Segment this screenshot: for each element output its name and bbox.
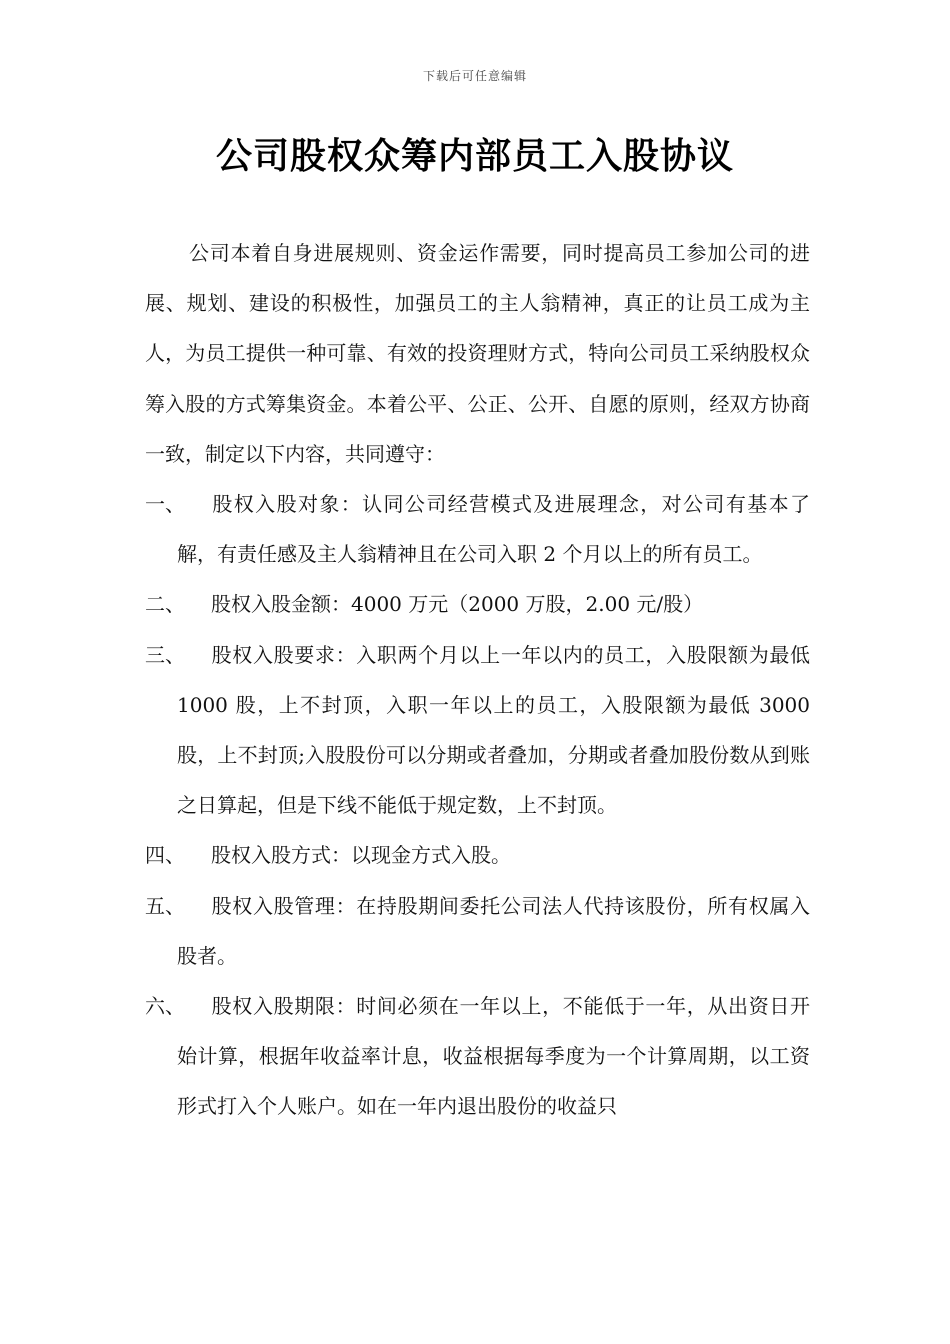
clause-4 xyxy=(145,830,810,880)
document-body xyxy=(145,228,810,1132)
clause-number: 四、 xyxy=(145,843,185,868)
clause-number: 二、 xyxy=(145,592,185,617)
clause-text: 股权入股要求：入职两个月以上一年以内的员工，入股限额为最低 1000 股，上不封顶，入职一年以上的员工，入股限额为最低 3000 股，上不封顶;入股股份可以分期或者叠加，分期或者叠加股份数从到账之日算起，但是下线不能低于规定数，上不封顶。 xyxy=(177,642,810,818)
clause-2 xyxy=(145,579,810,629)
header-note: 下载后可任意编辑 xyxy=(422,69,527,83)
intro-paragraph: 公司本着自身进展规则、资金运作需要，同时提高员工参加公司的进展、规划、建设的积极性，加强员工的主人翁精神，真正的让员工成为主人，为员工提供一种可靠、有效的投资理财方式，特向公司员工采纳股权众筹入股的方式筹集资金。本着公平、公正、公开、自愿的原则，经双方协商一致，制定以下内容，共同遵守： xyxy=(145,241,810,466)
clause-number: 六、 xyxy=(145,994,185,1019)
clause-text: 股权入股对象：认同公司经营模式及进展理念，对公司有基本了解，有责任感及主人翁精神且在公司入职 2 个月以上的所有员工。 xyxy=(177,492,810,567)
clause-text: 股权入股期限：时间必须在一年以上，不能低于一年，从出资日开始计算，根据年收益率计息，收益根据每季度为一个计算周期，以工资形式打入个人账户。如在一年内退出股份的收益只 xyxy=(177,994,810,1119)
clause-number: 五、 xyxy=(145,893,185,918)
clause-1 xyxy=(145,479,810,579)
clause-3 xyxy=(145,630,810,831)
clause-number: 三、 xyxy=(145,642,185,667)
clause-text: 股权入股管理：在持股期间委托公司法人代持该股份，所有权属入股者。 xyxy=(177,893,810,968)
clause-5 xyxy=(145,881,810,981)
clause-6 xyxy=(145,981,810,1132)
clause-number: 一、 xyxy=(145,492,185,517)
document-title: 公司股权众筹内部员工入股协议 xyxy=(215,135,734,177)
clause-text: 股权入股金额：4000 万元（2000 万股，2.00 元/股） xyxy=(211,592,704,617)
clause-text: 股权入股方式：以现金方式入股。 xyxy=(211,843,511,868)
